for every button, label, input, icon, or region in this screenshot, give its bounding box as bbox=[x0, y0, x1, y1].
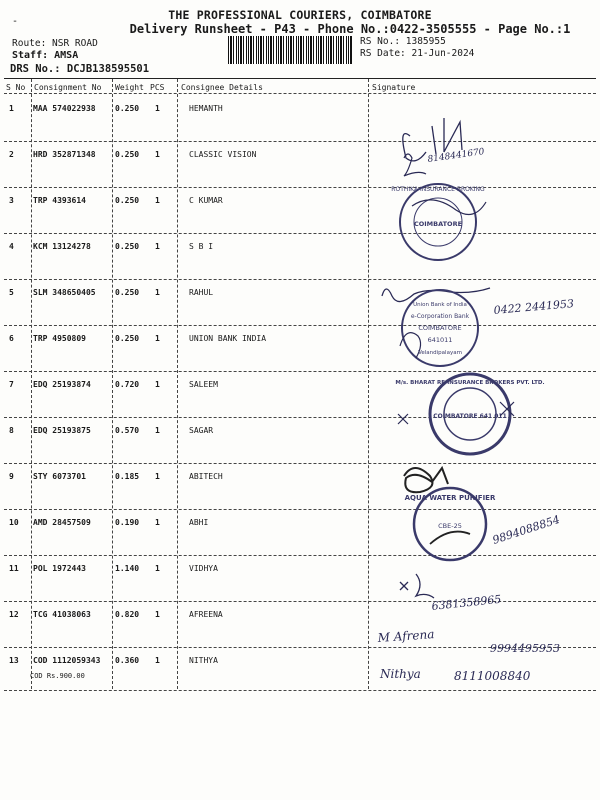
row-weight: 0.250 bbox=[115, 334, 140, 343]
row-consignee: VIDHYA bbox=[189, 564, 218, 573]
dash-mark: - bbox=[12, 16, 19, 27]
signature-column-marks bbox=[370, 96, 600, 696]
row-pcs: 1 bbox=[155, 656, 160, 665]
row-pcs: 1 bbox=[155, 196, 160, 205]
handwritten-phone-row13: 8111008840 bbox=[454, 669, 531, 683]
signature-row11 bbox=[400, 574, 434, 598]
row-weight: 0.190 bbox=[115, 518, 140, 527]
row-consignment-no: KCM 13124278 bbox=[33, 242, 91, 251]
row-consignment-no: SLM 348650405 bbox=[33, 288, 96, 297]
stamp2-top-text: Union Bank of India bbox=[413, 302, 467, 308]
col-pcs: PCS bbox=[150, 83, 165, 92]
rs-number: RS No.: 1385955 bbox=[360, 36, 446, 47]
row-sno: 5 bbox=[9, 288, 14, 297]
stamp3-center-text: COIMBATORE 641 011 bbox=[433, 413, 507, 420]
cross-mark-row7 bbox=[500, 402, 514, 416]
row-consignment-no: EDQ 25193875 bbox=[33, 426, 91, 435]
row-weight: 0.570 bbox=[115, 426, 140, 435]
runsheet-subtitle: Delivery Runsheet - P43 - Phone No.:0422-3505555 - Page No.:1 bbox=[129, 22, 571, 36]
row-consignee: RAHUL bbox=[189, 288, 214, 297]
row-pcs: 1 bbox=[155, 288, 160, 297]
row-consignment-no: HRD 352871348 bbox=[33, 150, 96, 159]
row-consignment-no: TRP 4393614 bbox=[33, 196, 86, 205]
row-consignment-no: TRP 4950809 bbox=[33, 334, 86, 343]
row-consignment-no: COD 1112059343 bbox=[33, 656, 101, 665]
row-pcs: 1 bbox=[155, 242, 160, 251]
stamp-bharat-reinsurance bbox=[395, 374, 544, 454]
row-sno: 1 bbox=[9, 104, 14, 113]
row-sno: 13 bbox=[9, 656, 19, 665]
row-weight: 0.820 bbox=[115, 610, 140, 619]
row-consignee: SAGAR bbox=[189, 426, 214, 435]
handwritten-phone-row5: 0422 2441953 bbox=[493, 297, 575, 317]
stamp-rothika bbox=[391, 184, 486, 260]
row-pcs: 1 bbox=[155, 334, 160, 343]
handwritten-phone-row12: 9994495953 bbox=[490, 642, 560, 655]
row-consignee: SALEEM bbox=[189, 380, 218, 389]
row-sno: 2 bbox=[9, 150, 14, 159]
row-pcs: 1 bbox=[155, 518, 160, 527]
row-sno: 12 bbox=[9, 610, 19, 619]
stamp-aqua-water bbox=[405, 488, 496, 560]
drs-number: DRS No.: DCJB138595501 bbox=[10, 63, 150, 75]
row-consignment-no: TCG 41038063 bbox=[33, 610, 91, 619]
row-weight: 0.360 bbox=[115, 656, 140, 665]
row-consignee: C KUMAR bbox=[189, 196, 223, 205]
handwritten-phone-row11: 6381358965 bbox=[430, 592, 502, 613]
company-title: THE PROFESSIONAL COURIERS, COIMBATORE bbox=[168, 8, 432, 22]
row-weight: 0.250 bbox=[115, 196, 140, 205]
handwritten-name-row13: Nithya bbox=[380, 667, 421, 681]
handwritten-phone-row2: 8148441670 bbox=[427, 147, 486, 165]
row-pcs: 1 bbox=[155, 564, 160, 573]
row-weight: 0.250 bbox=[115, 104, 140, 113]
row-sno: 7 bbox=[9, 380, 14, 389]
stamp4-top-text: AQUA WATER PURIFIER bbox=[404, 494, 496, 502]
header-divider bbox=[4, 93, 596, 94]
stamp3-top-text: M/s. BHARAT RE-INSURANCE BROKERS PVT. LTD. bbox=[395, 380, 545, 386]
row-consignment-no: EDQ 25193874 bbox=[33, 380, 91, 389]
signature-row2 bbox=[404, 154, 426, 176]
rs-date: RS Date: 21-Jun-2024 bbox=[360, 48, 475, 59]
row-consignment-no: AMD 28457509 bbox=[33, 518, 91, 527]
row-consignee: HEMANTH bbox=[189, 104, 223, 113]
row-consignee: ABHI bbox=[189, 518, 209, 527]
row-consignee: AFREENA bbox=[189, 610, 223, 619]
stamp1-center-text: COIMBATORE bbox=[413, 220, 463, 228]
stamp4-center-text: CBE-25 bbox=[438, 522, 462, 530]
col-consignment: Consignment No bbox=[34, 83, 102, 92]
row-pcs: 1 bbox=[155, 380, 160, 389]
row-pcs: 1 bbox=[155, 426, 160, 435]
row-weight: 1.140 bbox=[115, 564, 140, 573]
row-consignment-no: STY 6073701 bbox=[33, 472, 86, 481]
row-consignee: NITHYA bbox=[189, 656, 218, 665]
stamp1-top-text: ROTHIKA INSURANCE BROKING bbox=[391, 186, 485, 193]
row-weight: 0.250 bbox=[115, 242, 140, 251]
row-consignee: CLASSIC VISION bbox=[189, 150, 257, 159]
route-label: Route: NSR ROAD bbox=[12, 38, 98, 49]
row-pcs: 1 bbox=[155, 472, 160, 481]
cod-amount-note: COD Rs.900.00 bbox=[30, 672, 85, 680]
row-consignment-no: MAA 574022938 bbox=[33, 104, 96, 113]
staff-label: Staff: AMSA bbox=[12, 50, 79, 61]
barcode bbox=[228, 36, 352, 64]
row-pcs: 1 bbox=[155, 150, 160, 159]
stamp2-mid-text: e-Corporation Bank bbox=[410, 313, 470, 320]
row-sno: 8 bbox=[9, 426, 14, 435]
row-weight: 0.185 bbox=[115, 472, 140, 481]
row-sno: 6 bbox=[9, 334, 14, 343]
stamp-union-bank bbox=[400, 290, 478, 366]
row-consignee: ABITECH bbox=[189, 472, 223, 481]
row-sno: 10 bbox=[9, 518, 19, 527]
row-sno: 11 bbox=[9, 564, 19, 573]
stamp2-city-text: COIMBATORE bbox=[418, 324, 462, 332]
stamp2-bottom-text: Velandipalayam bbox=[418, 350, 462, 356]
row-sno: 3 bbox=[9, 196, 14, 205]
row-sno: 9 bbox=[9, 472, 14, 481]
row-pcs: 1 bbox=[155, 104, 160, 113]
cross-mark-row8 bbox=[398, 414, 408, 424]
row-weight: 0.250 bbox=[115, 288, 140, 297]
row-sno: 4 bbox=[9, 242, 14, 251]
row-consignee: UNION BANK INDIA bbox=[189, 334, 267, 343]
col-signature: Signature bbox=[372, 83, 416, 92]
table-top-rule bbox=[4, 78, 596, 79]
col-sno: S No bbox=[6, 83, 26, 92]
handwritten-name-row12: M Afrena bbox=[377, 627, 435, 645]
stamp2-pin-text: 641011 bbox=[427, 336, 453, 344]
row-weight: 0.250 bbox=[115, 150, 140, 159]
col-weight: Weight bbox=[115, 83, 144, 92]
row-pcs: 1 bbox=[155, 610, 160, 619]
row-consignee: S B I bbox=[189, 242, 214, 251]
row-weight: 0.720 bbox=[115, 380, 140, 389]
handwritten-phone-row10: 9894088854 bbox=[490, 512, 562, 547]
col-consignee: Consignee Details bbox=[181, 83, 263, 92]
row-consignment-no: POL 1972443 bbox=[33, 564, 86, 573]
